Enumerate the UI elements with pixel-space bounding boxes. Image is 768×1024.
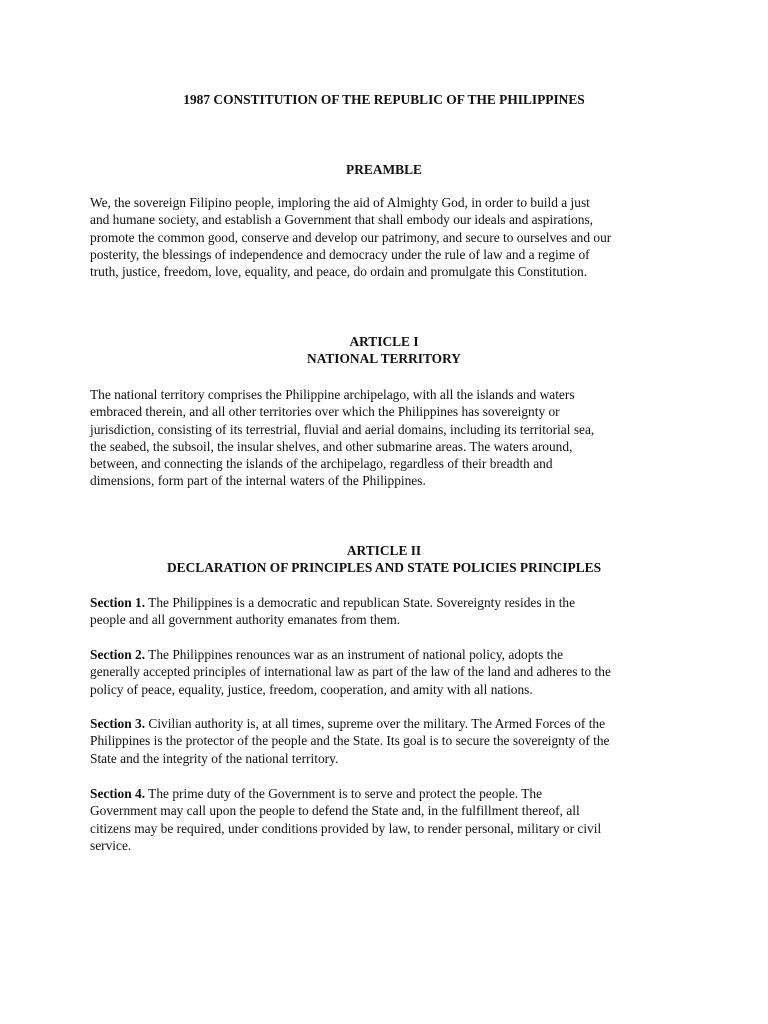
text-line: generally accepted principles of international law as part of the law of the land and adheres to the — [90, 664, 611, 680]
section-text: Civilian authority is, at all times, supreme over the military. The Armed Forces of the — [145, 716, 606, 731]
section-label: Section 1. — [90, 595, 146, 610]
section-text: The Philippines renounces war as an instrument of national policy, adopts the — [145, 647, 564, 662]
article-2-heading: ARTICLE II — [346, 543, 422, 558]
text-line: between, and connecting the islands of the archipelago, regardless of their breadth and — [90, 456, 553, 472]
section-4-paragraph — [90, 785, 690, 854]
text-line: dimensions, form part of the internal waters of the Philippines. — [90, 473, 426, 489]
section-text: The Philippines is a democratic and republican State. Sovereignty resides in the — [145, 595, 576, 610]
text-line: State and the integrity of the national territory. — [90, 750, 339, 766]
text-line: the seabed, the subsoil, the insular shelves, and other submarine areas. The waters around, — [90, 438, 573, 454]
text-line: jurisdiction, consisting of its terrestrial, fluvial and aerial domains, including its territorial sea, — [90, 421, 595, 437]
section-3-paragraph — [90, 715, 690, 767]
text-line: posterity, the blessings of independence and democracy under the rule of law and a regime of — [90, 246, 590, 262]
text-line: Government may call upon the people to defend the State and, in the fulfillment thereof, all — [90, 803, 580, 819]
text-line: policy of peace, equality, justice, freedom, cooperation, and amity with all nations. — [90, 681, 533, 697]
text-line: truth, justice, freedom, love, equality, and peace, do ordain and promulgate this Constitution. — [90, 264, 588, 280]
section-label: Section 4. — [90, 786, 146, 801]
text-line: Philippines is the protector of the people and the State. Its goal is to secure the sovereignty of the — [90, 733, 610, 749]
text-line: embraced therein, and all other territories over which the Philippines has sovereignty or — [90, 404, 560, 420]
text-line: people and all government authority emanates from them. — [90, 612, 401, 628]
article-2-subheading: DECLARATION OF PRINCIPLES AND STATE POLICIES PRINCIPLES — [166, 560, 602, 575]
document-title: 1987 CONSTITUTION OF THE REPUBLIC OF THE PHILIPPINES — [183, 92, 585, 107]
text-line: The national territory comprises the Philippine archipelago, with all the islands and waters — [90, 387, 575, 402]
section-label: Section 3. — [90, 716, 146, 731]
section-2-paragraph — [90, 646, 690, 698]
section-label: Section 2. — [90, 647, 146, 662]
article-1-heading: ARTICLE I — [349, 334, 419, 349]
text-line: We, the sovereign Filipino people, imploring the aid of Almighty God, in order to build a just — [90, 195, 590, 210]
article-1-subheading: NATIONAL TERRITORY — [307, 351, 461, 366]
preamble-heading: PREAMBLE — [346, 162, 422, 177]
article-1-paragraph — [90, 386, 690, 490]
preamble-paragraph — [90, 194, 690, 280]
text-line: service. — [90, 837, 132, 853]
text-line: promote the common good, conserve and develop our patrimony, and secure to ourselves and our — [90, 229, 612, 245]
section-text: The prime duty of the Government is to serve and protect the people. The — [145, 786, 543, 801]
text-line: and humane society, and establish a Government that shall embody our ideals and aspirations, — [90, 212, 594, 228]
section-1-paragraph — [90, 594, 690, 629]
text-line: citizens may be required, under conditions provided by law, to render personal, military or civil — [90, 820, 602, 836]
